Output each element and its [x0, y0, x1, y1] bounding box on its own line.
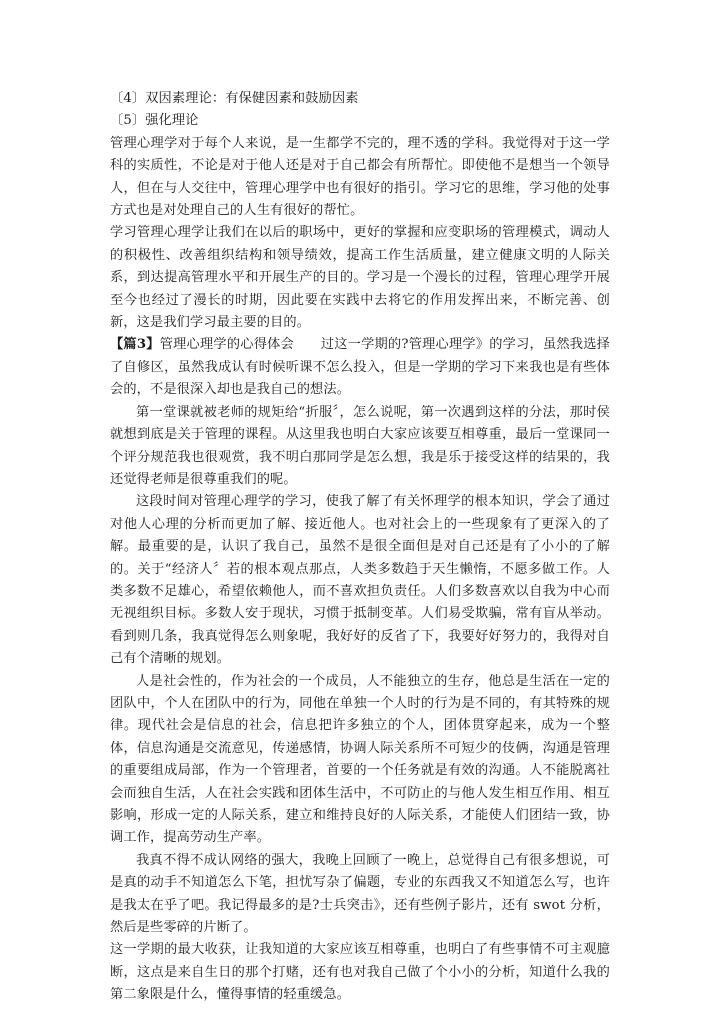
section-tag: 【篇3】 — [110, 337, 160, 353]
paragraph-1: 管理心理学对于每个人来说，是一生都学不完的，理不透的学科。我觉得对于这一学科的实质性，不论是对于他人还是对于自己都会有所帮忙。即使他不是想当一个领导人，但在与人交往中，管理心理学中也有很好的指引。学习它的思维，学习他的处事方式也是对处理自己的人生有很好的帮忙。 — [110, 135, 610, 219]
paragraph-8: 这一学期的最大收获，让我知道的大家应该互相尊重，也明白了有些事情不可主观臆断，这点是来自生日的那个打赌，还有也对我自己做了个小小的分析，知道什么我的第二象限是什么，懂得事情的轻重缓急。 — [110, 942, 610, 1003]
paragraph-2: 学习管理心理学让我们在以后的职场中，更好的掌握和应变职场的管理模式，调动人的积极性、改善组织结构和领导绩效，提高工作生活质量，建立健康文明的人际关系，到达提高管理水平和开展生产的目的。学习是一个漫长的过程，管理心理学开展至今也经过了漫长的时期，因此要在实践中去将它的作用发挥出来，不断完善、创新，这是我们学习最主要的目的。 — [110, 225, 610, 331]
paragraph-6: 人是社会性的，作为社会的一个成员，人不能独立的生存，他总是生活在一定的团队中，个人在团队中的行为，同他在单独一个人时的行为是不同的，有其特殊的规律。现代社会是信息的社会，信息把许多独立的个人，团体贯穿起来，成为一个整体，信息沟通是交流意见，传递感情，协调人际关系所不可短少的伎俩，沟通是管理的重要组成局部，作为一个管理者，首要的一个任务就是有效的沟通。人不能脱离社会而独自生活，人在社会实践和团体生活中，不可防止的与他人发生相互作用、相互影响，形成一定的人际关系，建立和维持良好的人际关系，才能使人们团结一致，协调工作，提高劳动生产率。 — [110, 673, 610, 846]
paragraph-3-text: 管理心理学的心得体会 过这一学期的?管理心理学》的学习，虽然我选择了自修区，虽然我成认有时候听课不怎么投入，但是一学期的学习下来我也是有些体会的，不是很深入却也是我自己的想法。 — [110, 337, 610, 398]
paragraph-5: 这段时间对管理心理学的学习，使我了解了有关怀理学的根本知识，学会了通过对他人心理的分析而更加了解、接近他人。也对社会上的一些现象有了更深入的了解。最重要的是，认识了我自己，虽然不是很全面但是对自己还是有了小小的了解的。关于“经济人〞若的根本观点那点，人类多数趋于天生懒惰，不愿多做工作。人类多数不足雄心，希望依赖他人，而不喜欢担负责任。人们多数喜欢以自我为中心而无视组织目标。多数人安于现状，习惯于抵制变革。人们易受欺骗，常有盲从举动。看到则几条，我真觉得怎么则象呢，我好好的反省了下，我要好好努力的，我得对自己有个清晰的规划。 — [110, 494, 610, 667]
list-item-4: 〔4〕双因素理论：有保健因素和鼓励因素 — [110, 91, 359, 106]
document-body — [110, 88, 610, 1007]
paragraph-7: 我真不得不成认网络的强大，我晚上回顾了一晚上，总觉得自己有很多想说，可是真的动手不知道怎么下笔，担忧写杂了偏题，专业的东西我又不知道怎么写，也许是我太在乎了吧。我记得最多的是?士兵突击》，还有些例子影片，还有 swot 分析，然后是些零碎的片断了。 — [110, 852, 610, 936]
list-item-5: 〔5〕强化理论 — [110, 113, 199, 129]
paragraph-3 — [110, 334, 610, 401]
paragraph-4: 第一堂课就被老师的规矩给“折服〞，怎么说呢，第一次遇到这样的分法，那时侯就想到底是关于管理的课程。从这里我也明白大家应该要互相尊重，最后一堂课同一个评分规范我也很观赏，我不明白那同学是怎么想，我是乐于接受这样的结果的，我还觉得老师是很尊重我们的呢。 — [110, 404, 610, 487]
